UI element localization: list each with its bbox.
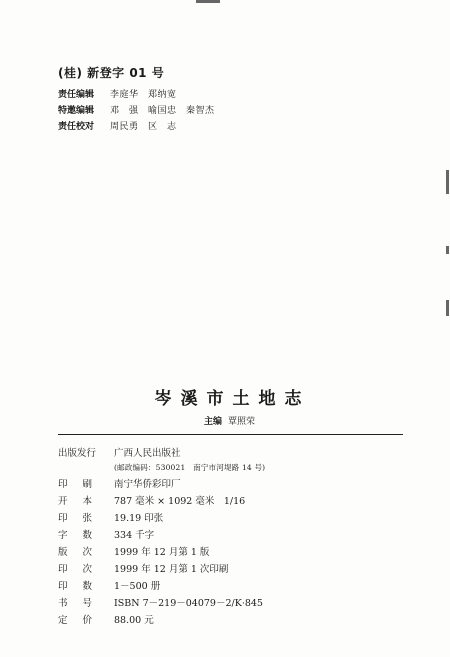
registration-number: (桂) 新登字 01 号 [58, 66, 165, 80]
info-value: 1999 年 12 月第 1 版 [114, 547, 210, 558]
book-title: 岑溪市土地志 [154, 389, 311, 409]
info-row-sheets [58, 510, 163, 524]
info-row-printing [58, 561, 228, 575]
chief-editor [204, 414, 255, 427]
info-value: 334 千字 [114, 530, 155, 541]
info-row-printer [58, 476, 181, 490]
scan-mark-edge-1 [446, 170, 449, 194]
info-label: 书号 [58, 598, 92, 609]
info-value: 88.00 元 [114, 615, 154, 626]
credit-editor-in-charge [58, 87, 177, 100]
info-row-isbn [58, 595, 263, 609]
credit-value: 李庭华 郑纳宽 [110, 90, 177, 100]
info-label: 印刷 [58, 479, 92, 490]
scan-mark-top [196, 0, 220, 3]
info-label: 印张 [58, 513, 92, 524]
credit-value: 邓 强 喻国忠 秦智杰 [110, 106, 215, 116]
info-label: 定价 [58, 615, 92, 626]
info-row-print-run [58, 578, 160, 592]
info-value: 787 毫米 × 1092 毫米 1/16 [114, 496, 246, 507]
info-row-price [58, 612, 154, 626]
info-label: 印数 [58, 581, 92, 592]
info-label: 版次 [58, 547, 92, 558]
info-label: 出版发行 [58, 448, 97, 459]
publisher-address: (邮政编码：530021 南宁市河堤路 14 号) [114, 463, 266, 472]
info-row-format [58, 493, 245, 507]
credit-guest-editor [58, 103, 215, 116]
info-value: 19.19 印张 [114, 513, 164, 524]
credit-label: 责任校对 [58, 122, 95, 132]
info-row-publisher [58, 445, 181, 459]
scan-mark-edge-3 [446, 300, 449, 316]
credit-label: 特邀编辑 [58, 106, 95, 116]
chief-editor-name: 覃照荣 [228, 417, 256, 427]
info-row-edition [58, 544, 209, 558]
credit-value: 周民勇 区 志 [110, 122, 177, 132]
info-value: 1－500 册 [114, 581, 161, 592]
info-label: 印次 [58, 564, 92, 575]
chief-editor-label: 主编 [204, 417, 223, 427]
info-value: 南宁华侨彩印厂 [114, 479, 181, 490]
info-value: 1999 年 12 月第 1 次印刷 [114, 564, 229, 575]
info-label: 字数 [58, 530, 92, 541]
info-value: ISBN 7－219－04079－2/K·845 [114, 598, 263, 609]
scan-mark-edge-2 [446, 246, 449, 254]
divider-rule [58, 434, 403, 435]
info-value: 广西人民出版社 [114, 448, 181, 459]
credit-label: 责任编辑 [58, 90, 95, 100]
info-row-word-count [58, 527, 154, 541]
info-label: 开本 [58, 496, 92, 507]
credit-proofreader [58, 119, 177, 132]
